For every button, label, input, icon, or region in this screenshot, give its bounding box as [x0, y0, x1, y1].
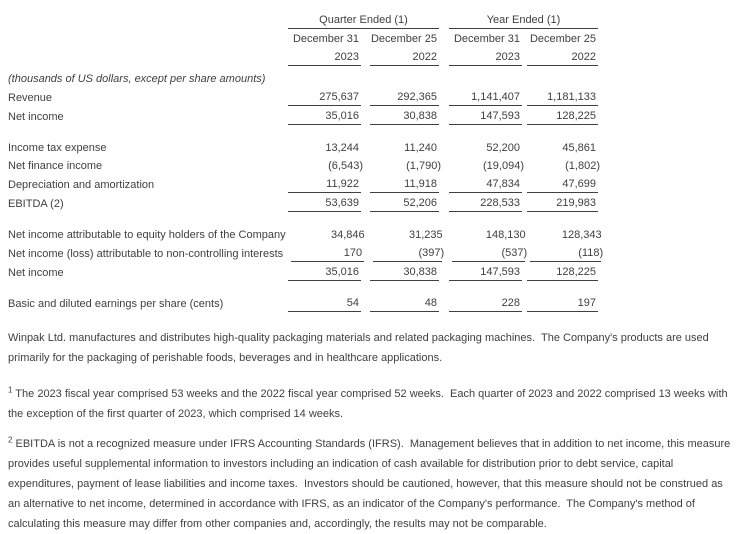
table-cell: 53,639	[288, 193, 361, 212]
footnote-2-text: EBITDA is not a recognized measure under IFRS Accounting Standards (IFRS). Management believes that in addition to net income, this measure provides useful supplemental information to investors including an indication of cash available for distribution prior to debt service, capital expenditures, payment of lease liabilities and income taxes. Investors should be cautioned, however, that this measure should not be construed as an alternative to net income, determined in accordance with IFRS, as an indicator of the Company's performance. The Company's method of calculating this measure may differ from other companies and, accordingly, the results may not be comparable.	[8, 438, 734, 530]
column-header-year: 2023	[288, 47, 361, 66]
month-header-spacer	[8, 45, 280, 47]
group-header-spacer	[8, 27, 280, 29]
table-cell: 31,235	[408, 229, 443, 241]
row-label: Net income	[8, 267, 64, 279]
table-cell: 128,343	[561, 229, 602, 241]
table-row-non-controlling-interests	[8, 243, 742, 262]
table-cell: 128,225	[527, 106, 598, 125]
table-cell: 228,533	[449, 193, 522, 212]
table-cell: 228	[449, 293, 522, 312]
row-label: Basic and diluted earnings per share (cents)	[8, 298, 224, 310]
table-cell: 170	[291, 243, 364, 262]
column-header-year: 2022	[370, 47, 439, 66]
table-cell: 34,846	[330, 229, 365, 241]
units-note: (thousands of US dollars, except per share amounts)	[8, 73, 266, 85]
table-cell: 13,244	[325, 142, 359, 154]
row-label: Net income attributable to equity holders of the Company	[8, 229, 286, 241]
table-cell: 11,918	[370, 174, 439, 193]
table-cell: (1,790)	[406, 160, 441, 172]
table-section-spacer	[8, 212, 742, 225]
table-cell: 11,240	[404, 142, 437, 154]
table-year-header-row	[8, 47, 742, 66]
table-cell: 52,206	[370, 193, 439, 212]
row-label: Depreciation and amortization	[8, 179, 155, 191]
table-cell: 11,922	[288, 174, 361, 193]
table-cell: 54	[288, 293, 361, 312]
row-label: Net income	[8, 111, 64, 123]
column-header-month: December 31	[453, 33, 520, 45]
column-header-month: December 25	[529, 33, 596, 45]
table-row-net-income	[8, 106, 742, 125]
company-description-paragraph: Winpak Ltd. manufactures and distributes high-quality packaging materials and related packaging machines. The Company's products are used primarily for the packaging of perishable foods, beverages and in healthcare applications.	[8, 332, 712, 364]
table-cell: 197	[527, 293, 598, 312]
table-cell: 219,983	[527, 193, 598, 212]
table-cell: 1,181,133	[527, 87, 598, 106]
column-header-month: December 25	[370, 33, 437, 45]
table-cell: 47,699	[527, 174, 598, 193]
table-row-net-finance-income	[8, 156, 742, 174]
row-label: Net income (loss) attributable to non-controlling interests	[8, 248, 284, 260]
row-label: EBITDA (2)	[8, 198, 64, 210]
column-header-year: 2023	[449, 47, 522, 66]
table-row-net-income-equity-holders	[8, 225, 742, 243]
group-header-quarter-ended: Quarter Ended (1)	[288, 8, 439, 29]
table-cell: (537)	[452, 243, 525, 262]
table-cell: (6,543)	[328, 160, 363, 172]
table-row-income-tax-expense	[8, 138, 742, 156]
table-row-ebitda	[8, 193, 742, 212]
table-cell: 35,016	[288, 106, 361, 125]
table-cell: 292,365	[370, 87, 439, 106]
table-cell: (118)	[530, 243, 601, 262]
column-header-month: December 31	[292, 33, 359, 45]
table-cell: 148,130	[485, 229, 526, 241]
table-row-net-income-total	[8, 262, 742, 281]
table-cell: 1,141,407	[449, 87, 522, 106]
table-group-header-row	[8, 8, 742, 29]
table-month-header-row	[8, 29, 742, 47]
table-row-depreciation-amortization	[8, 174, 742, 193]
group-header-year-ended: Year Ended (1)	[449, 8, 598, 29]
table-section-spacer	[8, 281, 742, 293]
table-cell: 147,593	[449, 262, 522, 281]
table-cell: 128,225	[527, 262, 598, 281]
footnote-2-marker: 2	[8, 435, 13, 445]
units-note-row	[8, 69, 742, 87]
footnote-1-text: The 2023 fiscal year comprised 53 weeks and the 2022 fiscal year comprised 52 weeks. Each quarter of 2023 and 2022 comprised 13 weeks with the exception of the first quarter of 2023, which comprised 14 weeks.	[8, 388, 731, 420]
footnote-2	[8, 434, 735, 534]
table-cell: 30,838	[370, 106, 439, 125]
table-cell: 147,593	[449, 106, 522, 125]
table-section-spacer	[8, 125, 742, 138]
table-cell: 52,200	[486, 142, 520, 154]
table-cell: 45,861	[562, 142, 596, 154]
table-cell: 35,016	[288, 262, 361, 281]
table-cell: (1,802)	[565, 160, 600, 172]
table-row-earnings-per-share	[8, 293, 742, 312]
column-header-year: 2022	[527, 47, 598, 66]
table-row-revenue	[8, 87, 742, 106]
row-label: Income tax expense	[8, 142, 107, 154]
table-cell: (397)	[373, 243, 442, 262]
table-cell: (19,094)	[483, 160, 524, 172]
table-cell: 275,637	[288, 87, 361, 106]
table-cell: 30,838	[370, 262, 439, 281]
footnote-1	[8, 384, 735, 424]
year-header-spacer	[8, 64, 280, 66]
row-label: Net finance income	[8, 160, 103, 172]
row-label: Revenue	[8, 92, 53, 104]
table-cell: 48	[370, 293, 439, 312]
footnote-1-marker: 1	[8, 385, 13, 395]
table-cell: 47,834	[449, 174, 522, 193]
